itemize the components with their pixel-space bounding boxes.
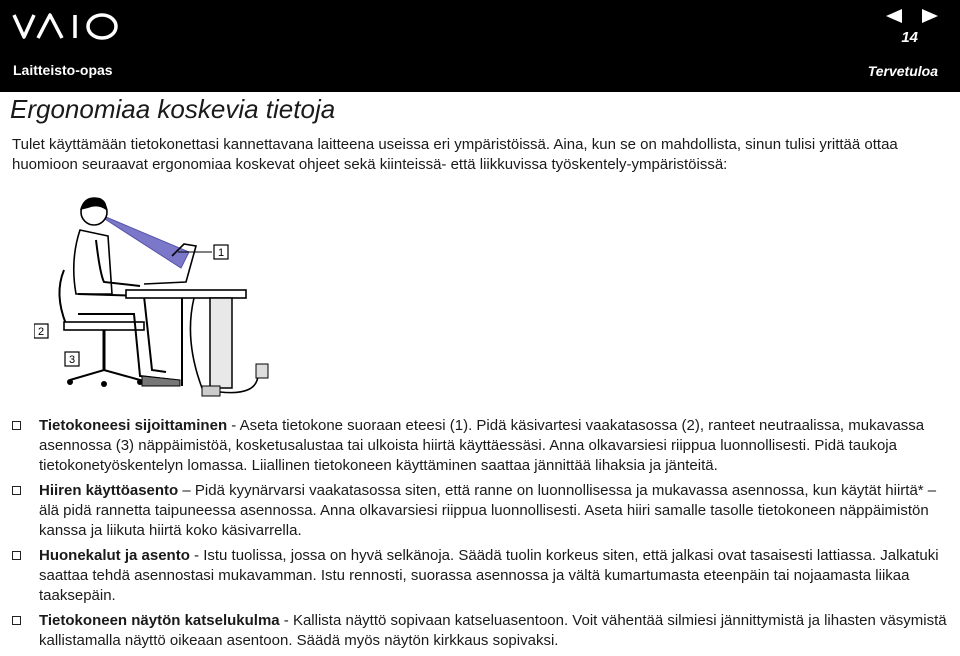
checkbox-bullet-icon: [12, 551, 21, 560]
bullet-text: - Istu tuolissa, jossa on hyvä selkänoja. Säädä tuolin korkeus siten, että jalkasi ovat tasaisesti lattiassa. Jalkatuki saattaa tehdä asennostasi mukavamman. Istu rennosti, suorassa asennossa ja vältä kumartumasta eteenpäin tai nojaamasta liikaa taaksepäin.: [39, 547, 939, 604]
intro-paragraph: Tulet käyttämään tietokonettasi kannettavana laitteena useissa eri ympäristöissä. Aina, kun se on mahdollista, sinun tulisi yrittää ottaa huomioon seuraavat ergonomiaa koskevat ohjeet sekä kiinteissä- että liikkuvissa työskentely-ympäristöissä:: [12, 136, 898, 173]
section-link[interactable]: Tervetuloa: [867, 63, 938, 79]
page-title: Ergonomiaa koskevia tietoja: [10, 94, 336, 124]
bullet-text: - Kallista näyttö sopivaan katseluasentoon. Voit vähentää silmiesi jännittymistä ja lihasten väsymistä kallistamalla näyttö oikeaan asentoon. Säädä myös näytön kirkkaus sopivaksi.: [39, 612, 947, 649]
bullet-heading: Tietokoneen näytön katselukulma: [39, 612, 280, 629]
arrow-left-icon[interactable]: [886, 9, 902, 23]
ergonomics-illustration: [34, 190, 284, 405]
arrow-right-icon[interactable]: [922, 9, 938, 23]
bullet-heading: Huonekalut ja asento: [39, 547, 190, 564]
guide-link[interactable]: Laitteisto-opas: [13, 62, 113, 78]
bullet-text: - Aseta tietokone suoraan eteesi (1). Pidä käsivartesi vaakatasossa (2), ranteet neutraalissa, mukavassa asennossa (3) näppäimistöä, kosketusalustaa tai ulkoista hiirtä käyttäessäsi. Anna olkavarsiesi riippua luonnollisesti. Pidä taukoja tietokonetyöskentelyn lomassa. Liiallinen tietokoneen käyttäminen saattaa jännittää lihaksia ja jänteitä.: [39, 417, 925, 474]
checkbox-bullet-icon: [12, 421, 21, 430]
checkbox-bullet-icon: [12, 616, 21, 625]
callout-1: 1: [217, 247, 225, 259]
checkbox-bullet-icon: [12, 486, 21, 495]
callout-2: 2: [37, 326, 45, 338]
callout-3: 3: [68, 354, 76, 366]
bullet-heading: Hiiren käyttöasento: [39, 482, 179, 499]
header-bar: [0, 0, 960, 92]
list-item: [12, 546, 947, 606]
page-number: 14: [901, 29, 918, 46]
vaio-logo-icon: [12, 10, 122, 44]
list-item: [12, 481, 947, 541]
bullet-heading: Tietokoneesi sijoittaminen: [39, 417, 228, 434]
list-item: [12, 611, 947, 651]
guideline-list: [12, 416, 947, 656]
list-item: [12, 416, 947, 476]
bullet-text: – Pidä kyynärvarsi vaakatasossa siten, että ranne on luonnollisessa ja mukavassa asennossa, kun käytät hiirtä* – älä pidä rannetta taipuneessa asennossa. Anna olkavarsiesi riippua luonnollisesti. Aseta hiiri samalle tasolle tietokoneen näppäimistön kanssa ja liikuta hiirtä koko käsivarrella.: [39, 482, 937, 539]
nav-arrows: [884, 8, 944, 24]
